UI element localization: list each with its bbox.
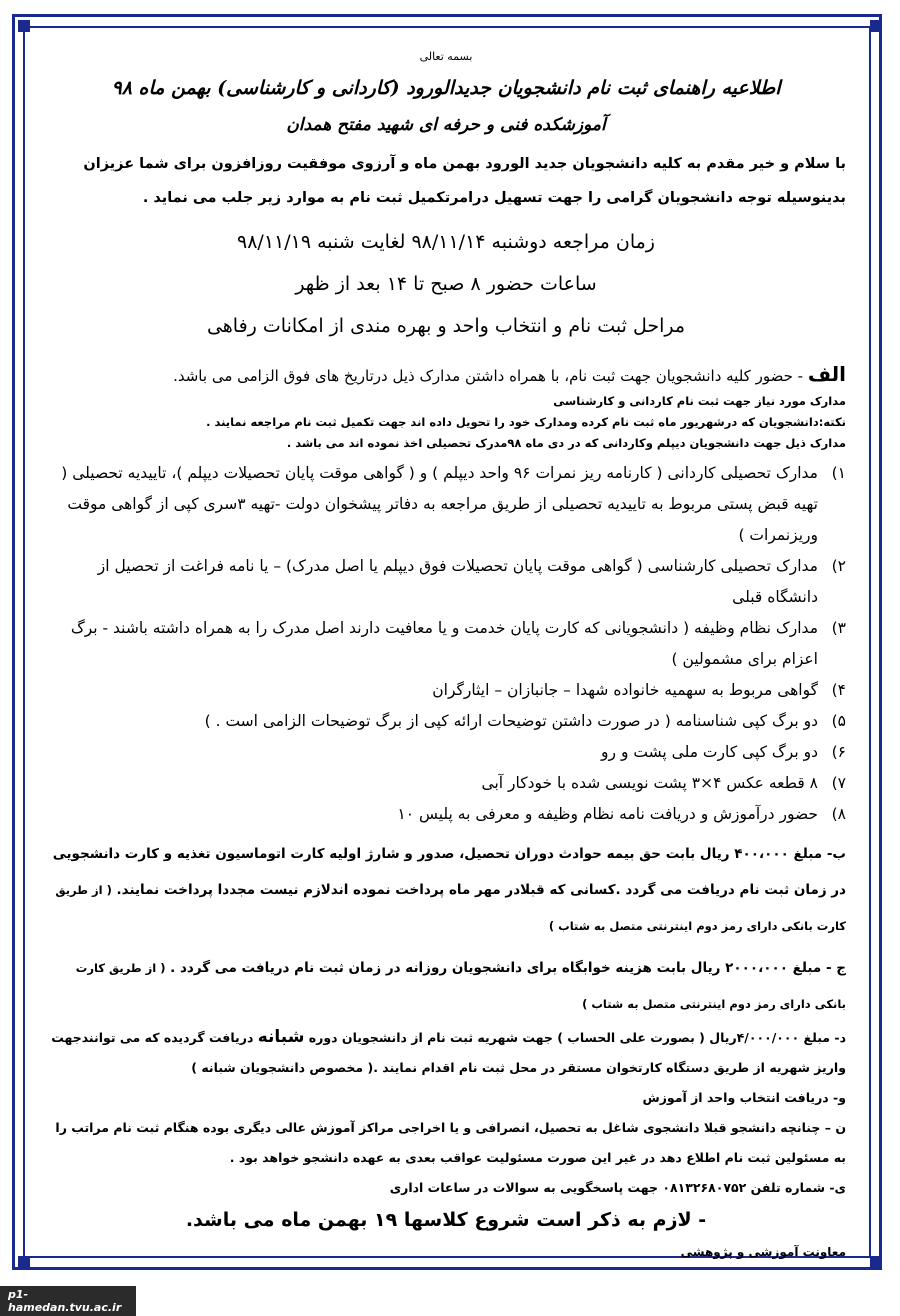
payment-dal-bold: شبانه [257,1027,305,1047]
schedule-stages: مراحل ثبت نام و انتخاب واحد و بهره مندی از امکانات رفاهی [206,315,686,337]
item-text: مدارک تحصیلی کارشناسی ( گواهی موقت پایان تحصیلات فوق دیپلم یا اصل مدرک) – یا نامه فراغت از تحصیل از دانشگاه قبلی [97,557,818,606]
payment-be [46,836,846,944]
border-corner [18,20,30,32]
note-line: نکته:دانشجویان که درشهریور ماه ثبت نام کرده ومدارک خود را تحویل داده اند جهت تکمیل ثبت نام مراجعه نمایند . [206,415,846,429]
item-number: ۸) [831,805,846,823]
item-number: ۷) [831,774,846,792]
list-item [46,799,846,830]
item-text: ۸ قطعه عکس ۴×۳ پشت نویسی شده با خودکار آبی [481,774,818,792]
payment-be-text: ب- مبلغ ۴۰۰،۰۰۰ ریال بابت حق بیمه حوادث دوران تحصیل، صدور و شارژ اولیه کارت اتوماسیون تغذیه و کارت دانشجویی در زمان ثبت نام دریافت می گردد .کسانی که قبلادر مهر ماه پرداخت نموده اندلازم نیست مجددا پرداخت نمایند. [52,846,846,898]
item-text: مدارک تحصیلی کاردانی ( کارنامه ریز نمرات ۹۶ واحد دیپلم ) و ( گواهی موقت پایان تحصیلات دیپلم )، تاییدیه تحصیلی ( تهیه قبض پستی مربوط به تاییدیه تحصیلی از طریق مراجعه به دفاتر پیشخوان دولت -تهیه ۳سری کپی از گواهی موقت وریزنمرات ) [61,464,818,544]
list-item [46,675,846,706]
list-item [46,551,846,613]
final-note: - لازم به ذکر است شروع کلاسها ۱۹ بهمن ماه می باشد. [185,1209,707,1231]
item-number: ۵) [831,712,846,730]
section-alef [46,359,846,391]
announcement-body [46,44,846,1259]
schedule-dates: زمان مراجعه دوشنبه ۹۸/۱۱/۱۴ لغایت شنبه ۹۸/۱۱/۱۹ [237,231,655,253]
requirements-list [46,458,846,830]
extra-item: و- دریافت انتخاب واحد از آموزش [642,1090,846,1105]
item-number: ۱) [831,464,846,482]
section-alef-letter: الف [807,362,846,386]
item-text: گواهی مربوط به سهمیه خانواده شهدا – جانبازان – ایثارگران [432,681,818,699]
schedule-hours: ساعات حضور ۸ صبح تا ۱۴ بعد از ظهر [295,273,597,295]
footer-url: p1-hamedan.tvu.ac.ir [0,1286,136,1316]
item-text: دو برگ کپی کارت ملی پشت و رو [601,743,818,761]
signature: معاونت آموزشی و پژوهشی [680,1245,846,1259]
list-item [46,458,846,551]
intro-paragraph: با سلام و خیر مقدم به کلیه دانشجویان جدید الورود بهمن ماه و آرزوی موفقیت روزافزون برای شما عزیزان بدینوسیله توجه دانشجویان گرامی را جهت تسهیل درامرتکمیل ثبت نام به موارد زیر جلب می نماید . [83,156,846,206]
payment-dal-post: دریافت گردیده که می توانندجهت واریز شهریه از طریق دستگاه کارتخوان مستقر در محل ثبت نام اقدام نمایند .( مخصوص دانشجویان شبانه ) [51,1030,846,1075]
item-text: دو برگ کپی شناسنامه ( در صورت داشتن توضیحات ارائه کپی از برگ توضیحات الزامی است . ) [204,712,818,730]
border-corner [870,1256,882,1268]
list-item [46,768,846,799]
item-number: ۴) [831,681,846,699]
payment-jim-text: ج - مبلغ ۲۰۰۰،۰۰۰ ریال بابت هزینه خوابگاه برای دانشجویان روزانه در زمان ثبت نام دریافت می گردد . [170,960,846,976]
extra-item: ی- شماره تلفن ۰۸۱۳۲۶۸۰۷۵۲ جهت پاسخگویی به سوالات در ساعات اداری [389,1180,846,1195]
payment-be-method: ( از طریق کارت بانکی دارای رمز دوم اینترنتی متصل به شتاب ) [55,883,846,933]
list-item [46,613,846,675]
payment-dal-pre: د- مبلغ ۴/۰۰۰/۰۰۰ریال ( بصورت علی الحساب ) جهت شهریه ثبت نام از دانشجویان دوره [304,1030,846,1045]
section-alef-text: - حضور کلیه دانشجویان جهت ثبت نام، با همراه داشتن مدارک ذیل درتاریخ های فوق الزامی می باشد. [173,367,808,385]
bismillah: بسمه تعالی [419,50,473,63]
payment-dal [46,1022,846,1083]
item-number: ۶) [831,743,846,761]
schedule-block [46,221,846,347]
page-title: اطلاعیه راهنمای ثبت نام دانشجویان جدیدالورود (کاردانی و کارشناسی) بهمن ماه ۹۸ [111,77,781,99]
payment-jim [46,950,846,1022]
payment-jim-method: ( از طریق کارت بانکی دارای رمز دوم اینترنتی متصل به شتاب ) [75,961,846,1011]
list-item [46,706,846,737]
border-corner [870,20,882,32]
note-line: مدارک ذیل جهت دانشجویان دیپلم وکاردانی که در دی ماه ۹۸مدرک تحصیلی اخذ نموده اند می باشد . [286,436,846,450]
border-corner [18,1256,30,1268]
item-text: حضور درآموزش و دریافت نامه نظام وظیفه و معرفی به پلیس ۱۰ [397,805,818,823]
institute-name: آموزشکده فنی و حرفه ای شهید مفتح همدان [286,115,606,135]
item-number: ۲) [831,557,846,575]
note-line: مدارک مورد نیاز جهت ثبت نام کاردانی و کارشناسی [553,394,846,408]
item-number: ۳) [831,619,846,637]
list-item [46,737,846,768]
item-text: مدارک نظام وظیفه ( دانشجویانی که کارت پایان خدمت و یا معافیت دارند اصل مدرک را به همراه داشته باشند - برگ اعزام برای مشمولین ) [70,619,818,668]
extra-item: ن – چنانچه دانشجو قبلا دانشجوی شاغل به تحصیل، انصرافی و یا اخراجی مراکز آموزش عالی دیگری بوده هنگام ثبت نام مراتب را به مسئولین ثبت نام اطلاع دهد در غیر این صورت مسئولیت عواقب بعدی به عهده دانشجو خواهد بود . [55,1120,846,1165]
